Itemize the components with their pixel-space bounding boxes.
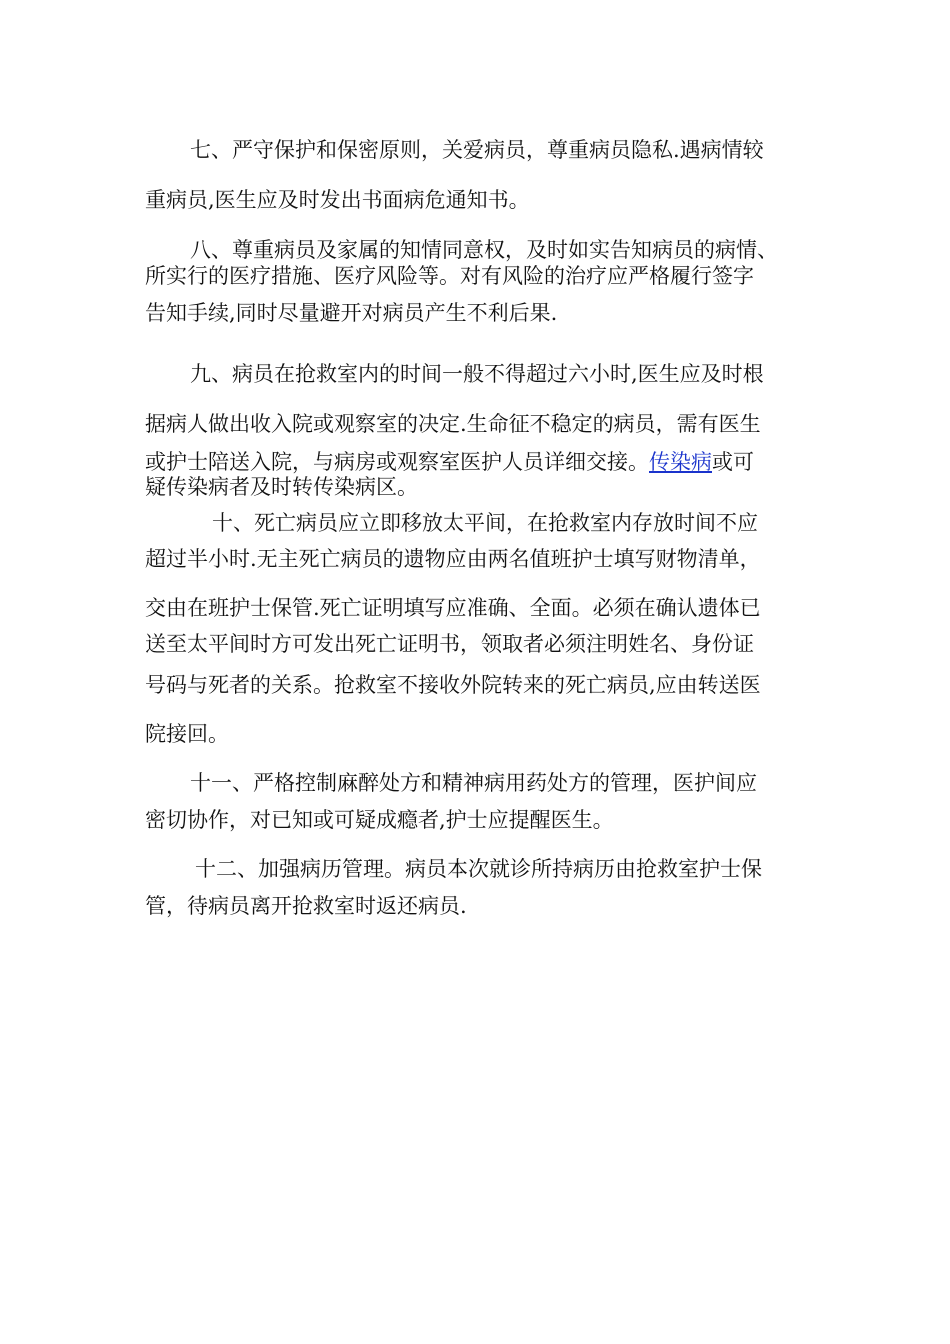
paragraph-11-line-1: 十一、严格控制麻醉处方和精神病用药处方的管理，医护间应 [190, 771, 757, 795]
paragraph-10-line-5: 号码与死者的关系。抢救室不接收外院转来的死亡病员,应由转送医 [145, 673, 761, 697]
paragraph-10-line-1: 十、死亡病员应立即移放太平间，在抢救室内存放时间不应 [212, 511, 758, 535]
paragraph-9-line-3 [145, 448, 754, 476]
paragraph-9-line-1: 九、病员在抢救室内的时间一般不得超过六小时,医生应及时根 [190, 362, 764, 386]
paragraph-8-line-1: 八、尊重病员及家属的知情同意权，及时如实告知病员的病情、 [190, 238, 778, 262]
paragraph-7-line-2: 重病员,医生应及时发出书面病危通知书。 [145, 188, 530, 212]
paragraph-9-line-3-tail: 或可 [712, 450, 754, 474]
paragraph-9-line-3-text: 或护士陪送入院，与病房或观察室医护人员详细交接。 [145, 450, 649, 474]
paragraph-10-line-6: 院接回。 [145, 722, 229, 746]
paragraph-11-line-2: 密切协作，对已知或可疑成瘾者,护士应提醒医生。 [145, 808, 614, 832]
paragraph-8-line-2: 所实行的医疗措施、医疗风险等。对有风险的治疗应严格履行签字 [145, 264, 754, 288]
paragraph-9-line-2: 据病人做出收入院或观察室的决定.生命征不稳定的病员，需有医生 [145, 412, 761, 436]
paragraph-9-line-4: 疑传染病者及时转传染病区。 [145, 475, 418, 499]
paragraph-10-line-3: 交由在班护士保管.死亡证明填写应准确、全面。必须在确认遗体已 [145, 596, 761, 620]
paragraph-12-line-1: 十二、加强病历管理。病员本次就诊所持病历由抢救室护士保 [195, 857, 762, 881]
paragraph-10-line-2: 超过半小时.无主死亡病员的遗物应由两名值班护士填写财物清单， [145, 547, 761, 571]
paragraph-7-line-1: 七、严守保护和保密原则，关爱病员，尊重病员隐私.遇病情较 [190, 138, 764, 162]
paragraph-10-line-4: 送至太平间时方可发出死亡证明书，领取者必须注明姓名、身份证 [145, 632, 754, 656]
paragraph-12-line-2: 管，待病员离开抢救室时返还病员. [145, 894, 467, 918]
infectious-disease-link[interactable]: 传染病 [649, 450, 712, 474]
paragraph-8-line-3: 告知手续,同时尽量避开对病员产生不利后果. [145, 301, 558, 325]
